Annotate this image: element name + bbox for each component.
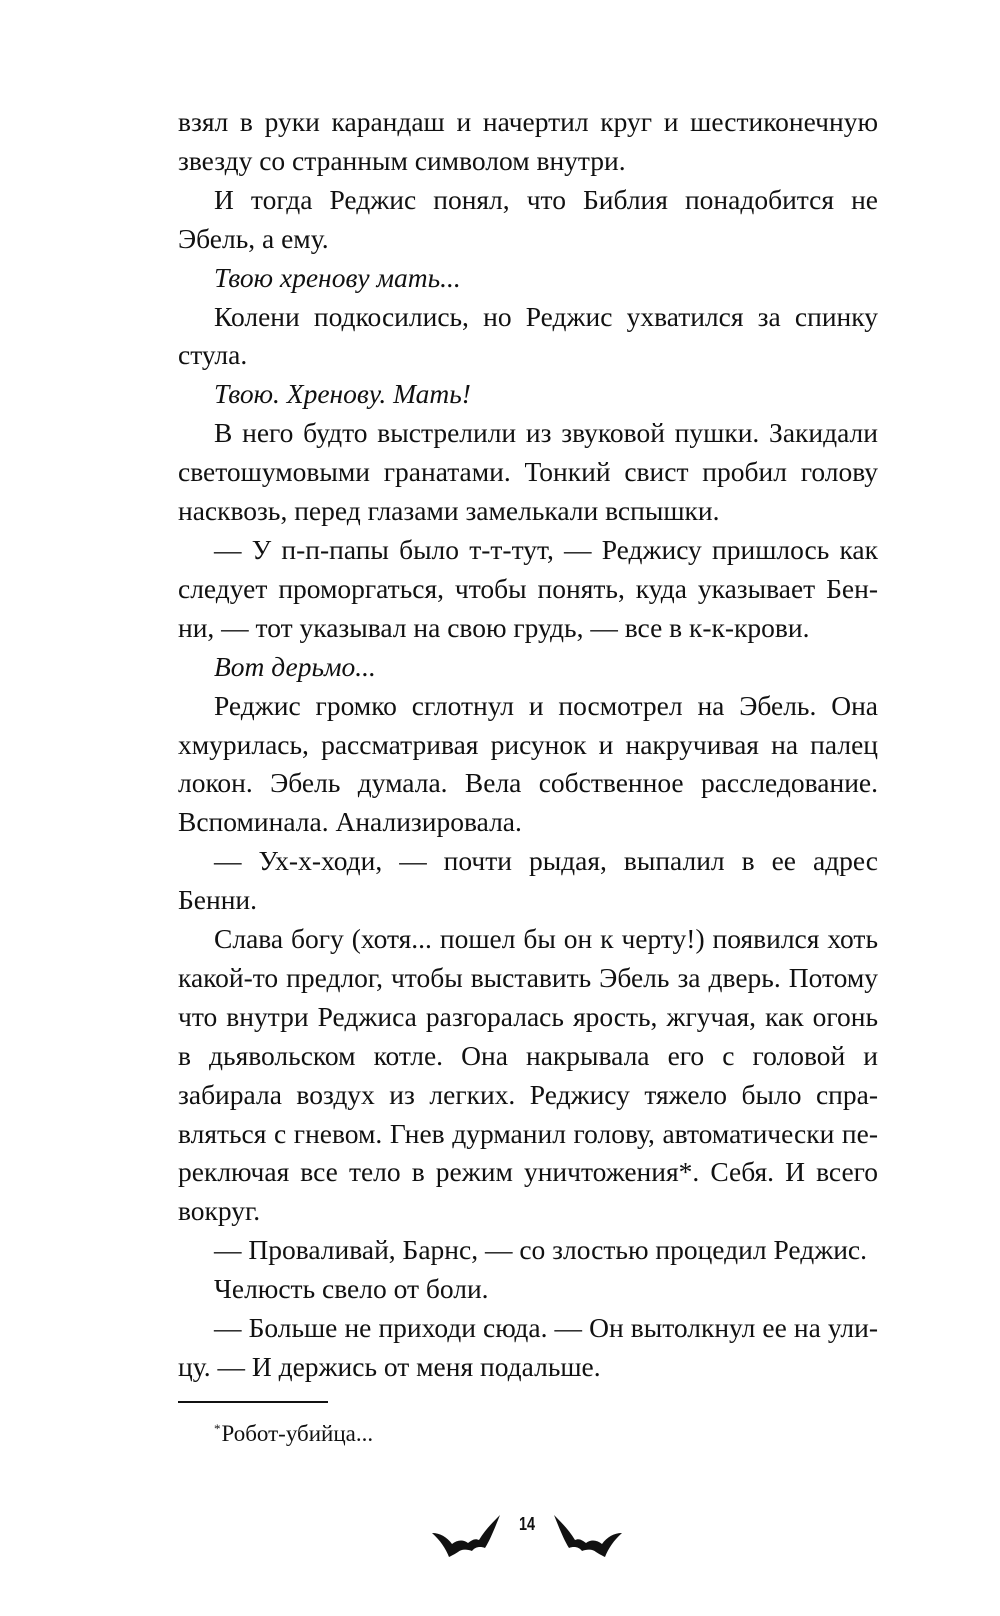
footnote [214, 1414, 373, 1449]
bat-icon [552, 1513, 624, 1557]
paragraph: Слава богу (хотя... пошел бы он к черту!) появился хоть какой-то предлог, чтобы выставить Эбель за дверь. Потому что внутри Реджиса разгоралась ярость, жгучая, как огонь в дьявольском котле. Она накрывала его с головой и забирала воздух из легких. Реджису тяжело было справляться с гневом. Гнев дурманил голову, автоматически переключая все тело в режим уничтожения*. Себя. И всего вокруг. [178, 923, 878, 1227]
italic-thought: Твою. Хренову. Мать! [214, 378, 471, 410]
bat-icon [430, 1513, 502, 1557]
dialogue-paragraph: — Проваливай, Барнс, — со злостью процедил Реджис. [214, 1234, 868, 1266]
dialogue-paragraph: — Больше не приходи сюда. — Он вытолкнул ее на улицу. — И держись от меня подальше. [178, 1312, 878, 1382]
paragraph: И тогда Реджис понял, что Библия понадобится не Эбель, а ему. [178, 183, 878, 254]
paragraph: В него будто выстрелили из звуковой пушки. Закидали светошумовыми гранатами. Тонкий свист пробил голову насквозь, перед глазами замелькали вспышки. [178, 417, 878, 527]
body-text [178, 103, 878, 1387]
page-footer [430, 1510, 630, 1580]
paragraph: Челюсть свело от боли. [214, 1273, 489, 1305]
italic-thought: Вот дерьмо... [214, 650, 376, 682]
dialogue-paragraph: — Ух-х-ходи, — почти рыдая, выпалил в ее адрес Бенни. [178, 845, 878, 916]
dialogue-paragraph: — У п-п-папы было т-т-тут, — Реджису пришлось как следует проморгаться, чтобы понять, куда указывает Бенни, — тот указывал на свою грудь, — все в к-к-крови. [178, 533, 878, 643]
footnote-divider [178, 1401, 328, 1403]
paragraph: Реджис громко сглотнул и посмотрел на Эбель. Она хмурилась, рассматривая рисунок и накручивая на палец локон. Эбель думала. Вела собственное расследование. Вспоминала. Анализировала. [178, 689, 878, 838]
paragraph: Колени подкосились, но Реджис ухватился за спинку стула. [178, 300, 878, 371]
italic-thought: Твою хренову мать... [214, 261, 461, 293]
footnote-text: Робот-убийца... [221, 1421, 374, 1446]
footnote-marker: * [214, 1421, 221, 1436]
page-number: 14 [518, 1514, 536, 1534]
paragraph: взял в руки карандаш и начертил круг и шестиконечную звезду со странным символом внутри. [178, 106, 878, 176]
